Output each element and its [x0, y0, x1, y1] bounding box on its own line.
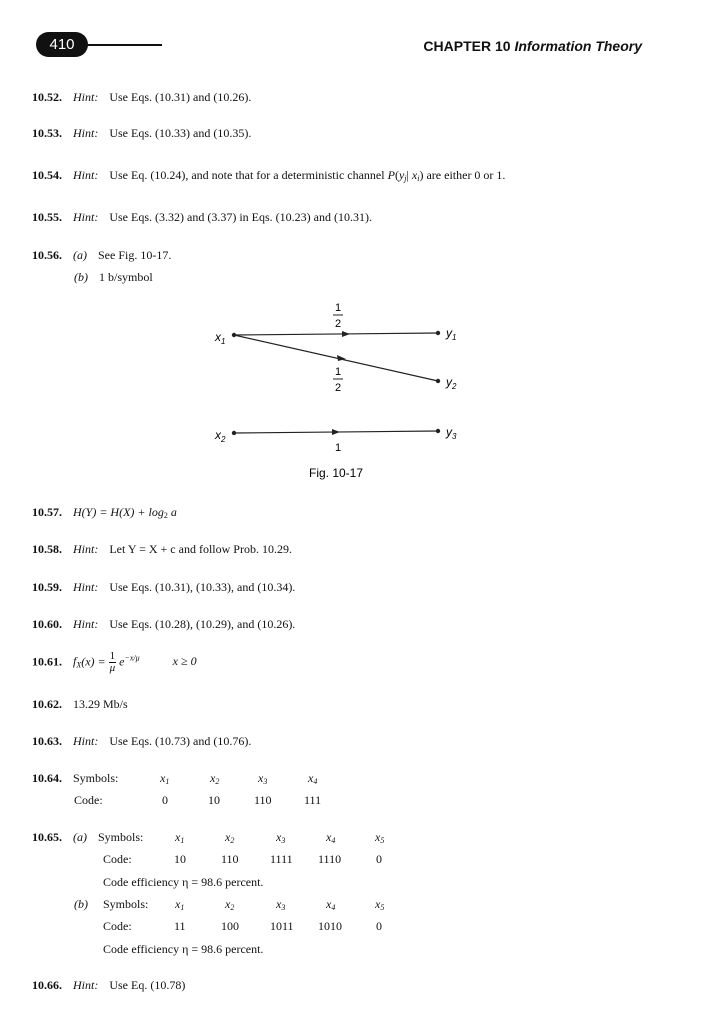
code-label: Code:: [103, 852, 132, 866]
part-b-text: 1 b/symbol: [99, 270, 153, 284]
part-b-label: (b): [74, 270, 88, 284]
symbol-x3: $x_3$: [276, 897, 286, 912]
hint-label: Hint:: [73, 126, 99, 140]
problem-number: 10.58.: [32, 542, 62, 556]
arrow-x1-y1: [342, 331, 350, 337]
problem-text: Use Eqs. (3.32) and (3.37) in Eqs. (10.23) and (10.31).: [109, 210, 372, 224]
code-efficiency-a: Code efficiency η = 98.6 percent.: [103, 875, 264, 889]
code-value: 111: [304, 793, 322, 807]
hint-label: Hint:: [73, 978, 99, 992]
problem-10-54: 10.54. Hint: Use Eq. (10.24), and note that for a deterministic channel $P(y_j|$ $x_i$) are either 0 or 1.: [32, 168, 506, 183]
part-b-label: (b): [74, 897, 88, 911]
problem-text: Use Eqs. (10.31) and (10.26).: [109, 90, 252, 104]
code-value: 110: [221, 852, 239, 866]
problem-number: 10.63.: [32, 734, 62, 748]
problem-10-65: [32, 830, 143, 845]
symbols-label: Symbols:: [73, 771, 119, 785]
code-label: Code:: [74, 793, 103, 807]
problem-number: 10.61.: [32, 654, 62, 669]
problem-number: 10.57.: [32, 505, 62, 519]
part-a-label: (a): [73, 248, 87, 262]
problem-10-61: [32, 651, 197, 674]
symbols-label: Symbols:: [103, 897, 149, 911]
symbol-x4: $x_4$: [326, 897, 336, 912]
problem-10-60: [32, 617, 295, 632]
code-value: 0: [376, 852, 382, 866]
code-value: 1110: [318, 852, 342, 866]
chapter-label: CHAPTER 10: [423, 38, 511, 54]
problem-text: Use Eqs. (10.31), (10.33), and (10.34).: [109, 580, 296, 594]
prob-mid-num: 1: [334, 366, 342, 378]
math-sub-j: j: [404, 174, 407, 183]
node-x2: [232, 431, 236, 435]
prob-bottom: 1: [334, 442, 342, 454]
problem-number: 10.52.: [32, 90, 62, 104]
problem-number: 10.53.: [32, 126, 62, 140]
problem-number: 10.66.: [32, 978, 62, 992]
fraction-numerator: 1: [109, 650, 116, 662]
node-y2: [436, 379, 440, 383]
problem-text-tail: are either 0 or 1.: [423, 168, 506, 182]
code-value: 10: [208, 793, 220, 807]
chapter-heading: [423, 38, 642, 54]
code-value: 100: [221, 919, 239, 933]
code-value: 0: [162, 793, 168, 807]
node-y1: [436, 331, 440, 335]
arrow-x2-y3: [332, 429, 340, 435]
code-value: 1111: [270, 852, 293, 866]
symbol-x2: $x_2$: [225, 897, 235, 912]
label-x2: $x_2$: [215, 428, 226, 444]
problem-number: 10.65.: [32, 830, 62, 844]
part-a-label: (a): [73, 830, 87, 844]
header-rule: [80, 44, 162, 46]
problem-text: Use Eqs. (10.33) and (10.35).: [109, 126, 252, 140]
problem-text: Use Eq. (10.78): [109, 978, 186, 992]
problem-number: 10.56.: [32, 248, 62, 262]
problem-10-52: [32, 90, 251, 105]
code-value: 1010: [318, 919, 342, 933]
label-y3: $y_3$: [446, 425, 457, 441]
label-y2: $y_2$: [446, 375, 457, 391]
problem-10-53: [32, 126, 251, 141]
problem-text: 13.29 Mb/s: [73, 697, 128, 711]
problem-10-63: [32, 734, 251, 749]
label-y1: $y_1$: [446, 326, 457, 342]
problem-number: 10.62.: [32, 697, 62, 711]
math-p: P: [387, 168, 395, 182]
symbol-x1: $x_1$: [175, 830, 185, 845]
fraction-denominator: μ: [109, 662, 116, 674]
symbol-x5: $x_5$: [375, 830, 385, 845]
math-exponent: −x/μ: [124, 653, 140, 663]
problem-number: 10.59.: [32, 580, 62, 594]
math-e: e: [116, 654, 125, 669]
math-condition: x ≥ 0: [172, 654, 197, 669]
problem-number: 10.64.: [32, 771, 62, 785]
code-value: 10: [174, 852, 186, 866]
math-bar: |: [406, 168, 409, 182]
problem-text: Use Eqs. (10.28), (10.29), and (10.26).: [109, 617, 296, 631]
symbols-label: Symbols:: [98, 830, 144, 844]
problem-number: 10.60.: [32, 617, 62, 631]
log-base: 2: [163, 511, 168, 520]
problem-10-64: [32, 771, 118, 786]
problem-10-56: [32, 248, 171, 263]
symbol-x1: $x_1$: [160, 771, 170, 786]
symbol-x3: $x_3$: [258, 771, 268, 786]
symbol-x4: $x_4$: [326, 830, 336, 845]
problem-number: 10.55.: [32, 210, 62, 224]
problem-text: Use Eq. (10.24), and note that for a deterministic channel: [109, 168, 388, 182]
label-x1: $x_1$: [215, 330, 226, 346]
math-f: f: [73, 654, 77, 669]
chapter-title: Information Theory: [514, 38, 642, 54]
hint-label: Hint:: [73, 90, 99, 104]
problem-10-55: [32, 210, 372, 225]
code-value: 1011: [270, 919, 294, 933]
hint-label: Hint:: [73, 210, 99, 224]
symbol-x3: $x_3$: [276, 830, 286, 845]
problem-text: H(Y) = H(X) + log: [73, 505, 164, 519]
code-value: 0: [376, 919, 382, 933]
problem-10-57: [32, 505, 177, 520]
code-efficiency-b: Code efficiency η = 98.6 percent.: [103, 942, 264, 956]
hint-label: Hint:: [73, 580, 99, 594]
problem-10-62: [32, 697, 128, 712]
problem-10-58: [32, 542, 292, 557]
problem-10-56-b: [74, 270, 153, 285]
math-arg: (x) =: [81, 654, 109, 669]
hint-label: Hint:: [73, 734, 99, 748]
problem-text: Let Y = X + c and follow Prob. 10.29.: [109, 542, 292, 556]
symbol-x2: $x_2$: [225, 830, 235, 845]
math-y: y: [398, 168, 405, 182]
channel-diagram: [200, 295, 500, 485]
symbol-x4: $x_4$: [308, 771, 318, 786]
code-value: 11: [174, 919, 186, 933]
prob-top-den: 2: [334, 318, 342, 330]
part-a-text: See Fig. 10-17.: [98, 248, 172, 262]
node-y3: [436, 429, 440, 433]
math-sub-x: X: [76, 660, 82, 670]
code-value: 110: [254, 793, 272, 807]
figure-caption: Fig. 10-17: [308, 466, 364, 480]
symbol-x5: $x_5$: [375, 897, 385, 912]
hint-label: Hint:: [73, 168, 99, 182]
code-label: Code:: [103, 919, 132, 933]
hint-label: Hint:: [73, 542, 99, 556]
symbol-x1: $x_1$: [175, 897, 185, 912]
math-x: x: [411, 168, 418, 182]
node-x1: [232, 333, 236, 337]
prob-top-num: 1: [334, 302, 342, 314]
problem-text: Use Eqs. (10.73) and (10.76).: [109, 734, 252, 748]
hint-label: Hint:: [73, 617, 99, 631]
page-number-badge: 410: [36, 32, 88, 57]
edge-x1-y1: [234, 333, 438, 335]
symbol-x2: $x_2$: [210, 771, 220, 786]
problem-text-tail: a: [167, 505, 177, 519]
problem-number: 10.54.: [32, 168, 62, 182]
problem-10-59: [32, 580, 295, 595]
problem-10-66: [32, 978, 185, 993]
prob-mid-den: 2: [334, 382, 342, 394]
math-sub-i: i: [417, 174, 420, 183]
